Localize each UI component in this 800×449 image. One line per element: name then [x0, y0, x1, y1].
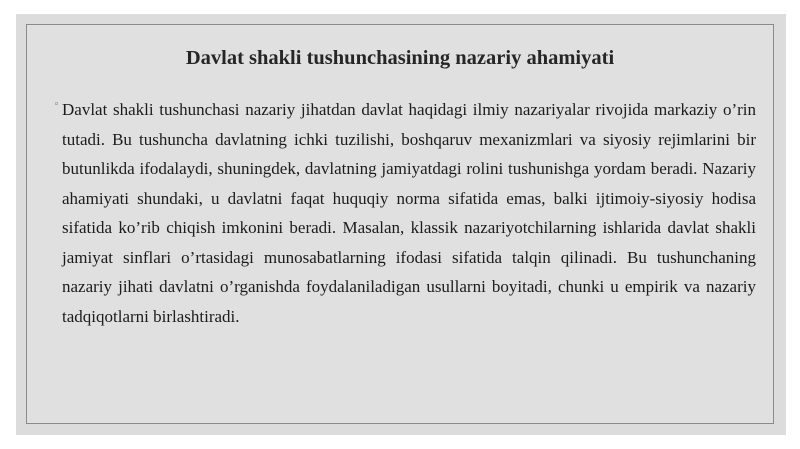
slide-title: Davlat shakli tushunchasining nazariy ahamiyati	[185, 47, 615, 69]
bullet-icon: ◦	[54, 100, 60, 110]
content-box	[26, 24, 774, 424]
body-paragraph: Davlat shakli tushunchasi nazariy jihatdan davlat haqidagi ilmiy nazariyalar rivojida markaziy o’rin tutadi. Bu tushuncha davlatning ichki tuzilishi, boshqaruv mexanizmlari va siyosiy rejimlarini bir butunlikda ifodalaydi, shuningdek, davlatning jamiyatdagi rolini tushunishga yordam beradi. Nazariy ahamiyati shundaki, u davlatni faqat huquqiy norma sifatida emas, balki ijtimoiy-siyosiy hodisa sifatida ko’rib chiqish imkonini beradi. Masalan, klassik nazariyotchilarning ishlarida davlat shakli jamiyat sinflari o’rtasidagi munosabatlarning ifodasi sifatida talqin qilinadi. Bu tushunchaning nazariy jihati davlatni o’rganishda foydalaniladigan usullarni boyitadi, chunki u empirik va nazariy tadqiqotlarni birlashtiradi.	[62, 100, 756, 326]
